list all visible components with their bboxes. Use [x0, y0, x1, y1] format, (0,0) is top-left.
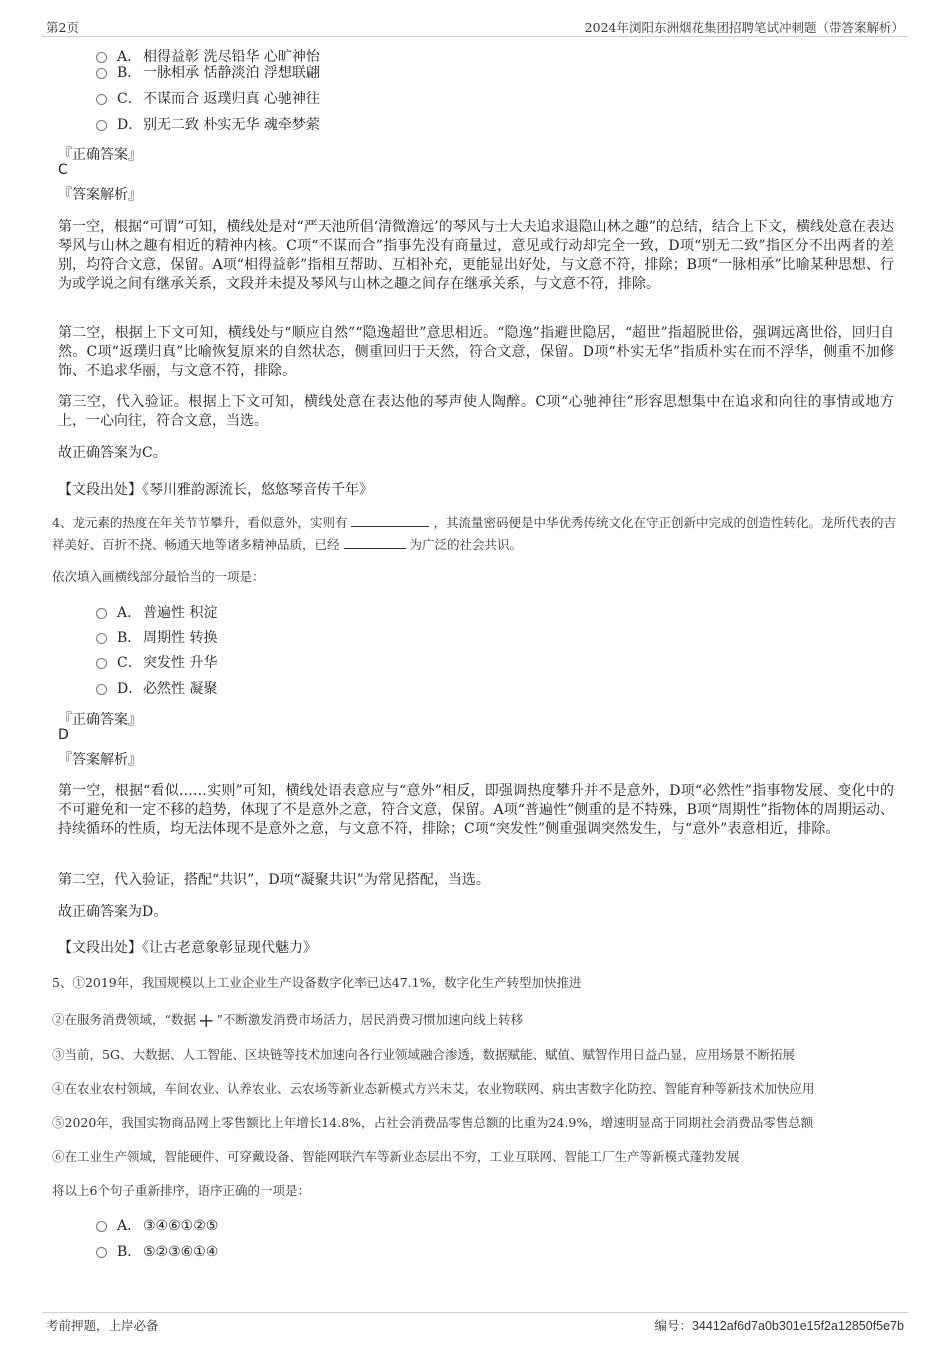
- q3-option-c[interactable]: [96, 89, 320, 109]
- q3-answer: C: [58, 162, 68, 178]
- q3-option-b[interactable]: [96, 63, 320, 83]
- radio-icon[interactable]: [96, 1221, 107, 1232]
- q4-option-b[interactable]: [96, 628, 217, 648]
- header-divider: [42, 36, 908, 37]
- q3-analysis-p3: 第三空，代入验证。根据上下文可知，横线处意在表达他的琴声使人陶醉。C项“心驰神往”形容思想集中在追求和向往的事情或地方上，一心向往，符合文意，当选。: [58, 394, 894, 429]
- q4-option-d[interactable]: [96, 679, 217, 699]
- option-text: ③④⑥①②⑤: [143, 1218, 219, 1234]
- radio-icon[interactable]: [96, 658, 107, 669]
- q4-blank-1: [351, 514, 429, 527]
- q3-conclusion: 故正确答案为C。: [58, 445, 167, 461]
- radio-icon[interactable]: [96, 1247, 107, 1258]
- option-letter: D．: [117, 681, 143, 697]
- q4-conclusion: 故正确答案为D。: [58, 904, 168, 920]
- q3-analysis-p2: 第二空，根据上下文可知，横线处与“顺应自然”“隐逸超世”意思相近。“隐逸”指避世隐居，“超世”指超脱世俗，强调远离世俗，回归自然。C项“返璞归真”比喻恢复原来的自然状态，侧重回归于天然，符合文意，保留。D项“朴实无华”指质朴实在而不浮华，侧重不加修饰、不追求华丽，与文意不符，排除。: [58, 325, 894, 379]
- radio-icon[interactable]: [96, 68, 107, 79]
- q4-analysis-p1: 第一空，根据“看似……实则”可知，横线处语表意应与“意外”相反，即强调热度攀升并不是意外，D项“必然性”指事物发展、变化中的不可避免和一定不移的趋势，体现了不是意外之意，符合文意，保留。A项“普遍性”侧重的是不特殊，B项“周期性”指物体的周期运动、持续循环的性质，均无法体现不是意外之意，与文意不符，排除；C项“突发性”侧重强调突然发生，与“意外”表意相近，排除。: [58, 783, 894, 837]
- q4-stem-part3: 为广泛的社会共识。: [409, 537, 523, 552]
- q4-analysis-p2: 第二空，代入验证，搭配“共识”，D项“凝聚共识”为常见搭配，当选。: [58, 872, 490, 888]
- radio-icon[interactable]: [96, 52, 107, 63]
- option-letter: B．: [117, 65, 142, 81]
- option-letter: A．: [117, 605, 142, 621]
- document-title: 2024年浏阳东洲烟花集团招聘笔试冲刺题（带答案解析）: [584, 20, 904, 35]
- q5-sentence-5: ⑤2020年，我国实物商品网上零售额比上年增长14.8%，占社会消费品零售总额的比重为24.9%，增速明显高于同期社会消费品零售总额: [52, 1115, 814, 1130]
- q5-option-a[interactable]: [96, 1216, 218, 1236]
- option-text: 别无二致 朴实无华 魂牵梦萦: [143, 117, 320, 133]
- code-label: 编号：: [654, 1318, 692, 1333]
- q4-stem: [52, 512, 898, 556]
- q4-stem-part1: 4、龙元素的热度在年关节节攀升，看似意外，实则有: [52, 515, 348, 530]
- q4-option-c[interactable]: [96, 653, 217, 673]
- option-letter: D．: [117, 117, 143, 133]
- q3-analysis-label: 『答案解析』: [58, 187, 142, 203]
- q4-analysis-label: 『答案解析』: [58, 752, 142, 768]
- page-number: 第2页: [46, 20, 79, 35]
- option-text: 一脉相承 恬静淡泊 浮想联翩: [143, 65, 320, 81]
- q5-sentence-4: ④在农业农村领域，车间农业、认养农业、云农场等新业态新模式方兴未艾，农业物联网、病虫害数字化防控、智能育种等新技术加快应用: [52, 1081, 815, 1096]
- option-text: 周期性 转换: [143, 630, 218, 646]
- option-text: 不谋而合 返璞归真 心驰神往: [143, 91, 320, 107]
- q5-s2-part2: ”不断激发消费市场活力，居民消费习惯加速向线上转移: [216, 1012, 524, 1027]
- q4-stem-part2: ，其流量密码便是中华优秀传统文化在守正创新中完成的创造性转化。龙所代表的吉祥美好、百折不挠、畅通天地等诸多精神品质，已经: [52, 515, 896, 552]
- q4-option-a[interactable]: [96, 603, 217, 623]
- q5-sentence-1: 5、①2019年，我国规模以上工业企业生产设备数字化率已达47.1%，数字化生产转型加快推进: [52, 975, 582, 990]
- q3-analysis-p1: 第一空，根据“可谓”可知，横线处是对“严天池所倡‘清微澹远’的琴风与士大夫追求退隐山林之趣”的总结，结合上下文，横线处意在表达琴风与山林之趣有相近的精神内核。C项“不谋而合”指事先没有商量过，意见或行动却完全一致，D项“别无二致”指区分不出两者的差别，均符合文意，保留。A项“相得益彰”指相互帮助、互相补充，更能显出好处，与文意不符，排除；B项“一脉相承”比喻某种思想、行为或学说之间有继承关系，文段并未提及琴风与山林之趣之间存在继承关系，与文意不符，排除。: [58, 219, 894, 292]
- q4-blank-2: [344, 536, 406, 549]
- option-letter: B．: [117, 1244, 142, 1260]
- q5-instruction: 将以上6个句子重新排序，语序正确的一项是：: [52, 1183, 310, 1198]
- radio-icon[interactable]: [96, 608, 107, 619]
- option-letter: B．: [117, 630, 142, 646]
- document-code: [654, 1316, 904, 1334]
- plus-icon: +: [197, 1008, 215, 1032]
- footer-divider: [42, 1312, 908, 1313]
- option-text: 必然性 凝聚: [143, 681, 218, 697]
- option-text: 普遍性 积淀: [143, 605, 218, 621]
- q5-s2-part1: ②在服务消费领域，“数据: [52, 1012, 196, 1027]
- option-letter: C．: [117, 91, 142, 107]
- q5-sentence-6: ⑥在工业生产领域，智能硬件、可穿戴设备、智能网联汽车等新业态层出不穷，工业互联网、智能工厂生产等新模式蓬勃发展: [52, 1149, 740, 1164]
- code-value: 34412af6d7a0b301e15f2a12850f5e7b: [691, 1319, 904, 1333]
- q4-answer-label: 『正确答案』: [58, 712, 142, 728]
- q3-answer-label: 『正确答案』: [58, 147, 142, 163]
- option-letter: A．: [117, 1218, 142, 1234]
- q4-source: 【文段出处】《让古老意象彰显现代魅力》: [58, 940, 317, 956]
- radio-icon[interactable]: [96, 684, 107, 695]
- q4-answer: D: [58, 727, 69, 743]
- option-letter: C．: [117, 655, 142, 671]
- option-text: 相得益彰 洗尽铅华 心旷神怡: [143, 49, 320, 65]
- q3-source: 【文段出处】《琴川雅韵源流长，悠悠琴音传千年》: [58, 482, 373, 498]
- footer-slogan: 考前押题，上岸必备: [46, 1318, 159, 1333]
- option-text: 突发性 升华: [143, 655, 218, 671]
- radio-icon[interactable]: [96, 120, 107, 131]
- q4-instruction: 依次填入画横线部分最恰当的一项是：: [52, 569, 265, 584]
- option-text: ⑤②③⑥①④: [143, 1244, 219, 1260]
- radio-icon[interactable]: [96, 633, 107, 644]
- q5-sentence-2: [52, 1009, 898, 1031]
- q5-sentence-3: ③当前，5G、大数据、人工智能、区块链等技术加速向各行业领域融合渗透，数据赋能、赋值、赋智作用日益凸显，应用场景不断拓展: [52, 1047, 795, 1062]
- radio-icon[interactable]: [96, 94, 107, 105]
- option-letter: A．: [117, 49, 142, 65]
- q5-option-b[interactable]: [96, 1242, 218, 1262]
- q3-option-d[interactable]: [96, 115, 320, 135]
